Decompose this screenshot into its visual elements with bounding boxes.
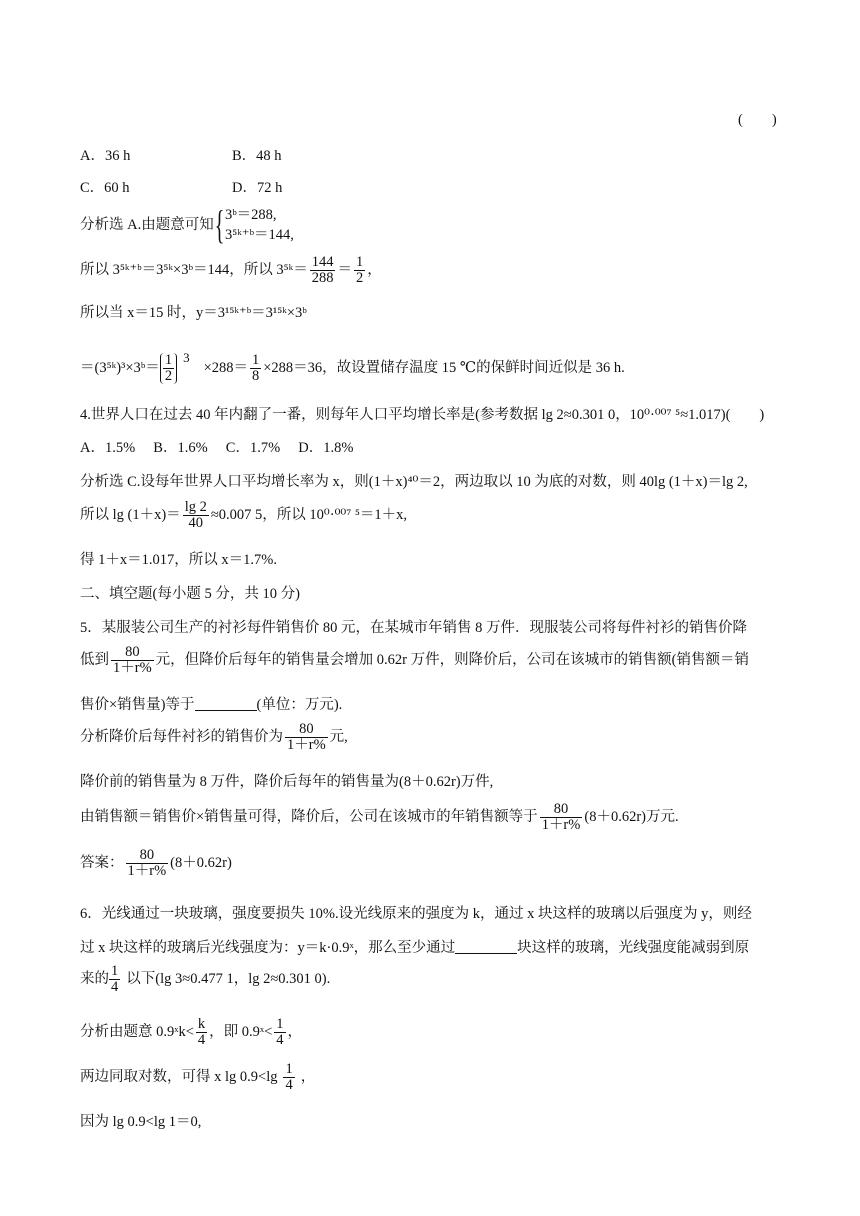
options-row-1: [80, 146, 282, 166]
q3-solution-line-2: 所以 3⁵ᵏ⁺ᵇ＝3⁵ᵏ×3ᵇ＝144，所以 3⁵ᵏ＝ $\frac{144}{288}$ ＝ $\frac{1}{2}$ ，: [80, 254, 382, 286]
fraction: $\frac{80}{1+r\%}$: [287, 721, 326, 753]
option-d: D．72 h: [232, 180, 283, 196]
fraction: $\frac{1}{4}$: [111, 963, 119, 995]
options-row-2: [80, 178, 282, 198]
q4-options: A．1.5% B．1.6% C．1.7% D．1.8%: [80, 440, 354, 456]
equation-system: 3ᵇ＝288, 3⁵ᵏ⁺ᵇ＝144,: [224, 207, 294, 243]
q5-stem-line-1: 5．某服装公司生产的衬衫每件销售价 80 元，在某城市年销售 8 万件．现服装公司将每件衬衫的销售价降: [80, 620, 747, 636]
fraction: $\frac{\lg 2}{40}$: [184, 499, 207, 531]
q4-stem: 4.世界人口在过去 40 年内翻了一番，则每年人口平均增长率是(参考数据 lg 2≈0.301 0，10⁰·⁰⁰⁷ ⁵≈1.017)( ): [80, 407, 765, 423]
fraction: $\frac{1}{2}$: [355, 254, 364, 286]
q5-solution-line-1: 分析降价后每件衬衫的销售价为 $\frac{80}{1+r\%}$ 元,: [80, 721, 348, 753]
option-a: A．36 h: [80, 148, 131, 164]
fraction: $\frac{1}{8}$: [252, 352, 260, 385]
option-c: C．60 h: [80, 180, 130, 196]
q6-stem-line-2: 过 x 块这样的玻璃后光线强度为：y＝k·0.9ˣ，那么至少通过 块这样的玻璃，光线强度能减弱到原: [80, 940, 750, 956]
q3-solution-line-4: ＝(3⁵ᵏ)³×3ᵇ＝ $\frac{1}{2}$ 3×288＝ $\frac{1}{8}$ ×288＝36，故设置储存温度 15 ℃的保鲜时间近似是 36 h.: [80, 350, 625, 385]
fraction: $\frac{1}{4}$: [276, 1016, 284, 1048]
fraction: $\frac{1}{4}$: [285, 1061, 293, 1093]
q3-solution-intro: 分析选 A.由题意可知{ 3ᵇ＝288, 3⁵ᵏ⁺ᵇ＝144,: [80, 202, 294, 247]
answer-blank: [455, 939, 517, 954]
option-b: B．48 h: [232, 148, 282, 164]
fraction: $\frac{144}{288}$: [311, 254, 334, 286]
q4-solution-line-2: 所以 lg (1＋x)＝ $\frac{\lg 2}{40}$ ≈0.007 5，所以 10⁰·⁰⁰⁷ ⁵＝1＋x,: [80, 499, 408, 531]
q6-stem-line-3: 来的 $\frac{1}{4}$ 以下(lg 3≈0.477 1，lg 2≈0.301 0).: [80, 963, 331, 995]
q6-stem-line-1: 6．光线通过一块玻璃，强度要损失 10%.设光线原来的强度为 k，通过 x 块这样的玻璃以后强度为 y，则经: [80, 906, 752, 922]
q5-stem-line-3: 售价×销售量)等于 (单位：万元).: [80, 697, 343, 713]
q5-solution-line-3: 由销售额＝销售价×销售量可得，降价后，公司在该城市的年销售额等于 $\frac{80}{1+r\%}$ (8＋0.62r)万元.: [80, 801, 679, 833]
fraction: $\frac{k}{4}$: [197, 1016, 206, 1048]
q4-solution-line-3: 得 1＋x＝1.017，所以 x＝1.7%.: [80, 552, 277, 568]
answer-blank: [195, 696, 257, 711]
q6-solution-line-3: 因为 lg 0.9<lg 1＝0,: [80, 1114, 202, 1130]
parenthesized-fraction: $\frac{1}{2}$: [160, 353, 177, 384]
q5-answer: 答案： $\frac{80}{1+r\%}$ (8＋0.62r): [80, 847, 232, 879]
left-brace-icon: {: [214, 202, 225, 247]
q6-solution-line-1: 分析由题意 0.9ˣk< $\frac{k}{4}$ ，即 0.9ˣ< $\frac{1}{4}$ ，: [80, 1016, 302, 1048]
section-heading: 二、填空题(每小题 5 分，共 10 分): [80, 586, 300, 602]
answer-paren: ( ): [738, 112, 777, 128]
fraction: $\frac{80}{1+r\%}$: [113, 644, 152, 676]
q4-solution-line-1: 分析选 C.设每年世界人口平均增长率为 x，则(1＋x)⁴⁰＝2，两边取以 10 为底的对数，则 40lg (1＋x)＝lg 2,: [80, 474, 748, 490]
q3-solution-line-3: 所以当 x＝15 时，y＝3¹⁵ᵏ⁺ᵇ＝3¹⁵ᵏ×3ᵇ: [80, 305, 307, 321]
q6-solution-line-2: 两边同取对数，可得 x lg 0.9<lg $\frac{1}{4}$ ，: [80, 1061, 316, 1093]
fraction: $\frac{80}{1+r\%}$: [541, 801, 581, 833]
q5-solution-line-2: 降价前的销售量为 8 万件，降价后每年的销售量为(8＋0.62r)万件,: [80, 774, 494, 790]
fraction: $\frac{80}{1+r\%}$: [127, 847, 167, 879]
q5-stem-line-2: 低到 $\frac{80}{1+r\%}$ 元，但降价后每年的销售量会增加 0.62r 万件，则降价后，公司在该城市的销售额(销售额＝销: [80, 644, 749, 676]
